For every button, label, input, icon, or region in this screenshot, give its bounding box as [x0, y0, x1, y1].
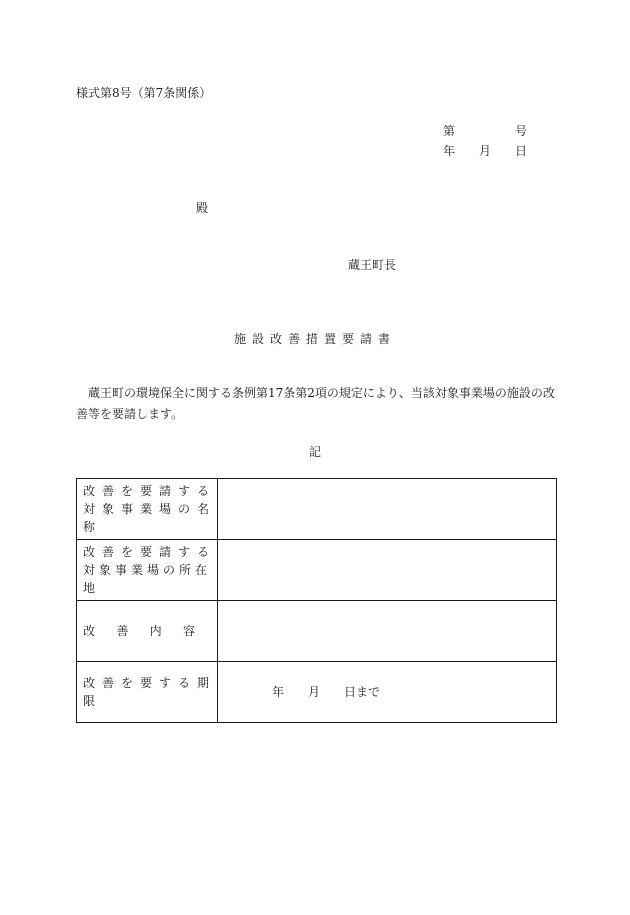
number-prefix: 第 — [443, 124, 456, 138]
deadline-field[interactable] — [218, 662, 557, 723]
deadline-year: 年 — [272, 685, 285, 699]
number-suffix: 号 — [515, 124, 528, 138]
deadline-until: 日まで — [344, 685, 381, 699]
date-day: 日 — [515, 144, 528, 158]
label-char: 善 — [116, 624, 129, 638]
table-row — [77, 662, 557, 723]
addressee: 殿 — [196, 201, 209, 215]
label-char: 改 — [83, 624, 96, 638]
ki-heading: 記 — [308, 445, 321, 459]
table-row — [77, 479, 557, 540]
table-row — [77, 601, 557, 662]
row-label-facility-name — [77, 479, 218, 540]
deadline-month: 月 — [308, 685, 321, 699]
sender: 蔵王町長 — [348, 258, 397, 272]
label-char: 内 — [149, 624, 162, 638]
date-month: 月 — [479, 144, 492, 158]
label-line: 改善を要する期限 — [83, 676, 217, 708]
label-line: 対象事業場の名称 — [83, 502, 217, 534]
row-label-improvement-details — [77, 601, 218, 662]
body-paragraph: 蔵王町の環境保全に関する条例第17条第2項の規定により、当該対象事業場の施設の改善等を要請します。 — [76, 386, 555, 421]
label-char: 容 — [182, 624, 195, 638]
document-title: 施設改善措置要請書 — [233, 332, 396, 346]
label-line: 改善を要請する — [83, 484, 217, 498]
row-label-facility-location — [77, 540, 218, 601]
table-row — [77, 540, 557, 601]
label-line: 改善を要請する — [83, 545, 217, 559]
date-year: 年 — [443, 144, 456, 158]
deadline-date — [226, 683, 556, 701]
facility-name-field[interactable] — [218, 479, 557, 540]
form-number: 様式第8号（第7条関係） — [76, 86, 212, 100]
facility-location-field[interactable] — [218, 540, 557, 601]
label-spread — [83, 622, 195, 640]
label-line: 対象事業場の所在地 — [83, 563, 212, 595]
details-table — [76, 478, 557, 723]
improvement-details-field[interactable] — [218, 601, 557, 662]
row-label-deadline — [77, 662, 218, 723]
